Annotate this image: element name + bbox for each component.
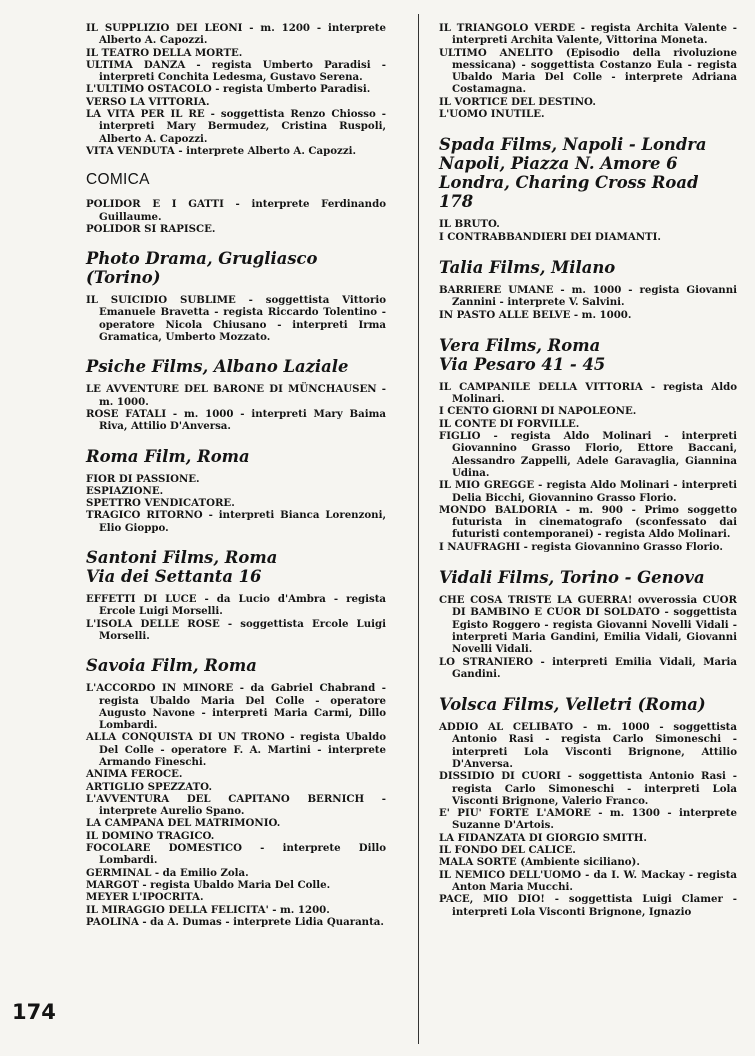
company-heading-line: Psiche Films, Albano Laziale <box>86 357 349 377</box>
film-entry: TRAGICO RITORNO - interpreti Bianca Lorenzoni, Elio Gioppo. <box>86 509 386 534</box>
film-entry: L'UOMO INUTILE. <box>439 108 545 121</box>
film-entry: IL NEMICO DELL'UOMO - da I. W. Mackay - regista Anton Maria Mucchi. <box>439 868 737 893</box>
film-entry: MEYER L'IPOCRITA. <box>86 891 204 904</box>
film-entry: ARTIGLIO SPEZZATO. <box>86 780 212 793</box>
film-entry: LA CAMPANA DEL MATRIMONIO. <box>86 817 281 830</box>
film-entry: IL SUICIDIO SUBLIME - soggettista Vittorio Emanuele Bravetta - regista Riccardo Tolentino - operatore Nicola Chiusano - interpreti Irma Gramatica, Umberto Mozzato. <box>86 294 386 344</box>
film-entry: ROSE FATALI - m. 1000 - interpreti Mary Baima Riva, Attilio D'Anversa. <box>86 407 386 433</box>
page-number: 174 <box>12 1000 56 1024</box>
film-entry: LA FIDANZATA DI GIORGIO SMITH. <box>439 831 647 844</box>
film-entry: L'ISOLA DELLE ROSE - soggettista Ercole Luigi Morselli. <box>86 617 386 642</box>
film-entry: I CENTO GIORNI DI NAPOLEONE. <box>439 405 637 418</box>
company-heading-line: Vidali Films, Torino - Genova <box>439 568 705 588</box>
film-entry: CHE COSA TRISTE LA GUERRA! ovverossia CUOR DI BAMBINO E CUOR DI SOLDATO - soggettista Egisto Roggero - regista Giovanni Novelli Vidali - interpreti Maria Gandini, Emilia Vidali, Giovanni Novelli Vidali. <box>439 594 737 656</box>
company-heading <box>439 695 737 714</box>
film-entry: IL MIRAGGIO DELLA FELICITA' - m. 1200. <box>86 903 330 916</box>
film-entry: FIOR DI PASSIONE. <box>86 472 200 485</box>
column-divider <box>418 14 419 1044</box>
film-entry: IL FONDO DEL CALICE. <box>439 844 576 857</box>
left-column <box>86 22 386 928</box>
section-heading: COMICA <box>86 171 150 189</box>
film-entry: VERSO LA VITTORIA. <box>86 95 210 108</box>
company-heading-line: Santoni Films, Roma <box>86 548 278 568</box>
film-entry: I NAUFRAGHI - regista Giovannino Grasso Florio. <box>439 540 723 553</box>
company-heading-line: Savoia Film, Roma <box>86 656 257 676</box>
company-heading-line: Photo Drama, Grugliasco (Torino) <box>86 249 318 288</box>
film-entry: IL MIO GREGGE - regista Aldo Molinari - interpreti Delia Bicchi, Giovannino Grasso Florio. <box>439 479 737 504</box>
company-heading <box>439 258 737 277</box>
company-heading <box>86 656 386 675</box>
company-heading-line: Vera Films, Roma <box>439 335 601 355</box>
film-entry: IL TEATRO DELLA MORTE. <box>86 46 243 59</box>
film-entry: SPETTRO VENDICATORE. <box>86 497 235 510</box>
film-entry: E' PIU' FORTE L'AMORE - m. 1300 - interprete Suzanne D'Artois. <box>439 807 737 832</box>
film-entry: BARRIERE UMANE - m. 1000 - regista Giovanni Zannini - interprete V. Salvini. <box>439 283 737 309</box>
right-column <box>439 22 737 918</box>
film-entry: ALLA CONQUISTA DI UN TRONO - regista Ubaldo Del Colle - operatore F. A. Martini - interprete Armando Fineschi. <box>86 731 386 768</box>
company-heading <box>86 249 386 287</box>
film-entry: IL DOMINO TRAGICO. <box>86 829 215 842</box>
film-entry: PACE, MIO DIO! - soggettista Luigi Clamer - interpreti Lola Visconti Brignone, Ignazio <box>439 893 737 918</box>
company-heading-line: Volsca Films, Velletri (Roma) <box>439 695 706 715</box>
company-heading-line: Via dei Settanta 16 <box>86 567 262 587</box>
company-heading <box>86 357 386 376</box>
film-entry: MONDO BALDORIA - m. 900 - Primo soggetto futurista in cinematografo (sconfessato dai futuristi contemporanei) - regista Aldo Molinari. <box>439 503 737 541</box>
company-heading-line: Talia Films, Milano <box>439 257 616 277</box>
film-entry: GERMINAL - da Emilio Zola. <box>86 866 249 879</box>
film-entry: IL BRUTO. <box>439 218 500 231</box>
film-entry: VITA VENDUTA - interprete Alberto A. Capozzi. <box>86 144 357 157</box>
film-entry: FIGLIO - regista Aldo Molinari - interpreti Giovannino Grasso Florio, Ettore Baccani, Alessandro Zappelli, Adele Garavaglia, Giannina Udina. <box>439 430 737 479</box>
film-entry: DISSIDIO DI CUORI - soggettista Antonio Rasi - regista Carlo Simoneschi - interpreti Lola Visconti Brignone, Valerio Franco. <box>439 770 737 807</box>
film-entry: ULTIMA DANZA - regista Umberto Paradisi - interpreti Conchita Ledesma, Gustavo Serena. <box>86 58 386 84</box>
company-heading <box>86 548 386 586</box>
film-entry: L'ACCORDO IN MINORE - da Gabriel Chabrand - regista Ubaldo Maria Del Colle - operatore Augusto Navone - interpreti Maria Carmi, Dillo Lombardi. <box>86 682 386 732</box>
film-entry: IN PASTO ALLE BELVE - m. 1000. <box>439 308 632 321</box>
company-heading <box>439 568 737 587</box>
film-entry: IL SUPPLIZIO DEI LEONI - m. 1200 - interprete Alberto A. Capozzi. <box>86 22 386 47</box>
company-heading-line: Napoli, Piazza N. Amore 6 <box>439 154 678 174</box>
film-entry: ULTIMO ANELITO (Episodio della rivoluzione messicana) - soggettista Costanzo Eula - regista Ubaldo Maria Del Colle - interprete Adriana Costamagna. <box>439 46 737 96</box>
company-heading-line: Roma Film, Roma <box>86 446 250 466</box>
film-entry: POLIDOR SI RAPISCE. <box>86 222 216 235</box>
film-entry: PAOLINA - da A. Dumas - interprete Lidia Quaranta. <box>86 915 384 928</box>
company-heading <box>439 336 737 374</box>
film-entry: L'ULTIMO OSTACOLO - regista Umberto Paradisi. <box>86 83 371 96</box>
film-entry: EFFETTI DI LUCE - da Lucio d'Ambra - regista Ercole Luigi Morselli. <box>86 593 386 618</box>
film-entry: I CONTRABBANDIERI DEI DIAMANTI. <box>439 230 661 243</box>
film-entry: POLIDOR E I GATTI - interprete Ferdinando Guillaume. <box>86 198 386 223</box>
film-entry: IL TRIANGOLO VERDE - regista Archita Valente - interpreti Archita Valente, Vittorina Moneta. <box>439 22 737 47</box>
film-entry: IL CAMPANILE DELLA VITTORIA - regista Aldo Molinari. <box>439 380 737 406</box>
company-heading <box>439 135 737 211</box>
film-entry: ADDIO AL CELIBATO - m. 1000 - soggettista Antonio Rasi - regista Carlo Simoneschi - interpreti Lola Visconti Brignone, Attilio D'Anversa. <box>439 721 737 770</box>
film-entry: ANIMA FEROCE. <box>86 768 183 781</box>
film-entry: MALA SORTE (Ambiente siciliano). <box>439 856 640 869</box>
company-heading <box>86 447 386 466</box>
film-entry: MARGOT - regista Ubaldo Maria Del Colle. <box>86 878 331 891</box>
film-entry: LE AVVENTURE DEL BARONE DI MÜNCHAUSEN - m. 1000. <box>86 383 386 408</box>
film-entry: L'AVVENTURA DEL CAPITANO BERNICH - interprete Aurelio Spano. <box>86 792 386 818</box>
film-entry: IL VORTICE DEL DESTINO. <box>439 95 596 108</box>
film-entry: IL CONTE DI FORVILLE. <box>439 417 580 430</box>
company-heading-line: Spada Films, Napoli - Londra <box>439 135 707 155</box>
film-entry: LA VITA PER IL RE - soggettista Renzo Chiosso - interpreti Mary Bermudez, Cristina Ruspoli, Alberto A. Capozzi. <box>86 108 386 145</box>
company-heading-line: Via Pesaro 41 - 45 <box>439 354 606 374</box>
film-entry: ESPIAZIONE. <box>86 484 164 497</box>
film-entry: FOCOLARE DOMESTICO - interprete Dillo Lombardi. <box>86 842 386 867</box>
film-entry: LO STRANIERO - interpreti Emilia Vidali, Maria Gandini. <box>439 655 737 680</box>
company-heading-line: Londra, Charing Cross Road 178 <box>439 173 699 212</box>
